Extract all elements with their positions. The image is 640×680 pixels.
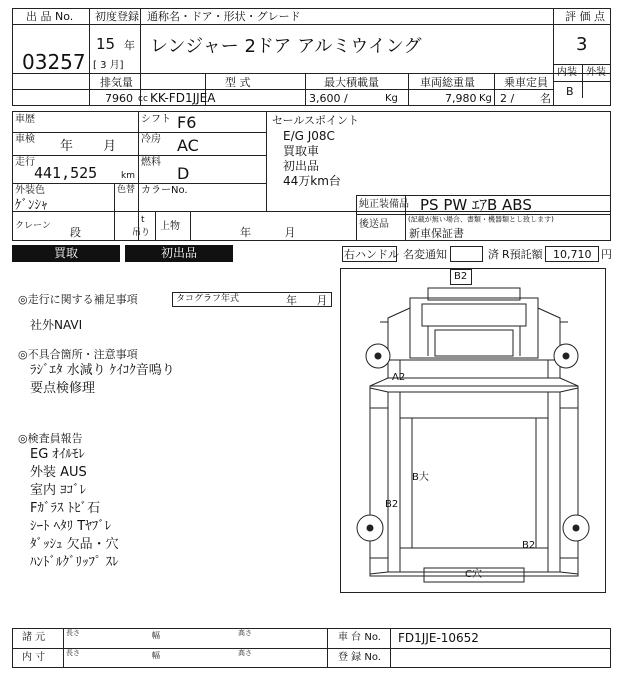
damage-a2: A2 — [392, 372, 406, 383]
crane-ton: t — [141, 215, 145, 225]
recycle-label: R預託額 — [502, 248, 543, 261]
sales-point-2: 買取車 — [283, 144, 320, 158]
docs-value: 新車保証書 — [409, 227, 464, 240]
model-type: KK-FD1JJEA — [150, 91, 216, 105]
history-label: 車歴 — [15, 114, 35, 125]
model-name-label: 通称名・ドア・形状・グレード — [147, 10, 301, 23]
equipment-label: 純正装備品 — [359, 199, 409, 210]
mileage: 441,525 — [34, 164, 98, 182]
interior-width-label: 幅 — [152, 651, 160, 660]
recycle-amount: 10,710 — [553, 248, 592, 261]
dims-length-label: 長さ — [66, 629, 80, 637]
issues-heading: ◎不具合箇所・注意事項 — [18, 348, 138, 361]
tacho-label: タコグラフ年式 — [176, 294, 240, 304]
inspector-note-4: Fｶﾞﾗｽ ﾄﾋﾞ石 — [30, 501, 101, 516]
interior-score: B — [566, 85, 574, 98]
first-reg-label: 初度登録 — [95, 10, 139, 23]
shift-label: シフト — [141, 114, 171, 125]
gross-weight-label: 車両総重量 — [420, 76, 475, 89]
interior-dims-label: 内 寸 — [22, 652, 46, 663]
fuel-label: 燃料 — [141, 157, 161, 168]
crane-hang: 吊り — [132, 228, 151, 238]
dims-height-label: 高さ — [238, 629, 252, 637]
docs-note: (記載が無い場合、書類・機器類とし致します) — [408, 216, 554, 225]
lot-number: 03257 — [22, 50, 86, 74]
reg-year-unit: 年 — [124, 39, 135, 52]
sales-point-4: 44万km台 — [283, 174, 341, 188]
lot-label: 出 品 No. — [26, 10, 74, 23]
reg-year: 15 — [96, 35, 116, 53]
capacity: 2 / — [500, 92, 515, 105]
ac-value: AC — [177, 136, 199, 155]
chassis-number: FD1JJE-10652 — [398, 631, 479, 645]
color-no-label: カラーNo. — [141, 185, 188, 196]
recycle-status: 済 — [488, 248, 499, 261]
color-value: ｹﾞﾝｼｬ — [15, 198, 48, 213]
lift-label: 上物 — [160, 221, 180, 232]
damage-c-hole: C穴 — [465, 569, 482, 580]
interior-length-label: 長さ — [66, 649, 80, 657]
fuel-value: D — [177, 164, 190, 183]
dims-label: 諸 元 — [22, 632, 46, 643]
sales-point-1: E/G J08C — [283, 129, 335, 143]
yen-label: 円 — [601, 248, 612, 261]
displacement-unit: cc — [138, 94, 148, 104]
mileage-unit: km — [121, 171, 135, 181]
damage-b2-top: B2 — [454, 271, 468, 282]
name-change-box — [450, 246, 483, 262]
inspector-note-5: ｼｰﾄ ﾍﾀﾘ Tﾔﾌﾞﾚ — [30, 519, 112, 534]
shaken-value: 年 月 — [60, 139, 117, 154]
rhd-label: 右ハンドル — [344, 248, 399, 261]
exterior-label: 外装 — [586, 67, 606, 78]
model-name: レンジャー 2ドア アルミウイング — [150, 36, 422, 57]
tacho-date: 年 月 — [286, 294, 328, 307]
max-load-label: 最大積載量 — [324, 76, 379, 89]
driving-notes-heading: ◎走行に関する補足事項 — [18, 293, 138, 306]
displacement-label: 排気量 — [100, 76, 133, 89]
gross-weight: 7,980 — [445, 92, 477, 105]
dims-width-label: 幅 — [152, 631, 160, 640]
shaken-label: 車検 — [15, 134, 35, 145]
max-load: 3,600 / — [309, 92, 348, 105]
damage-b-large: B大 — [412, 472, 429, 483]
interior-label: 内装 — [557, 67, 577, 78]
crane-step: 段 — [70, 226, 81, 239]
issue-2: 要点検修理 — [30, 381, 96, 396]
grade-label: 評 価 点 — [565, 10, 605, 23]
damage-b2-right: B2 — [522, 540, 536, 551]
first-listing-badge: 初出品 — [125, 245, 233, 262]
color-label: 外装色 — [15, 185, 45, 196]
equipment: PS PW ｴｱB ABS — [420, 196, 532, 214]
overall-grade: 3 — [576, 34, 588, 55]
interior-height-label: 高さ — [238, 649, 252, 657]
crane-label: クレーン — [15, 221, 51, 231]
sales-point-3: 初出品 — [283, 159, 320, 173]
purchase-badge: 買取 — [12, 245, 120, 262]
mileage-label: 走行 — [15, 157, 35, 168]
gross-weight-unit: Kg — [479, 93, 492, 104]
inspector-note-1: EG ｵｲﾙﾓﾚ — [30, 447, 85, 462]
max-load-unit: Kg — [385, 93, 398, 104]
capacity-label: 乗車定員 — [504, 76, 548, 89]
capacity-unit: 名 — [540, 92, 551, 105]
docs-label: 後送品 — [359, 219, 389, 230]
shift-value: F6 — [177, 113, 197, 132]
inspector-note-2: 外装 AUS — [30, 465, 87, 480]
chassis-label: 車 台 No. — [338, 632, 381, 643]
inspector-note-7: ﾊﾝﾄﾞﾙｸﾞﾘｯﾌﾟ ｽﾚ — [30, 555, 119, 570]
inspector-heading: ◎検査員報告 — [18, 432, 83, 445]
issue-1: ﾗｼﾞｴﾀ 水減り ｹｲｺｸ音鳴り — [30, 363, 175, 378]
displacement: 7960 — [105, 92, 133, 105]
inspector-note-3: 室内 ﾖｺﾞﾚ — [30, 483, 87, 498]
lift-date: 年 月 — [240, 226, 296, 239]
registration-label: 登 録 No. — [338, 652, 381, 663]
driving-note-1: 社外NAVI — [30, 318, 83, 332]
damage-b2-left: B2 — [385, 499, 399, 510]
truck-outline-diagram — [340, 268, 606, 593]
color-change-label: 色替 — [117, 185, 136, 195]
type-label: 型 式 — [225, 76, 251, 89]
ac-label: 冷房 — [141, 134, 161, 145]
inspector-note-6: ﾀﾞｯｼｭ 欠品・穴 — [30, 537, 119, 552]
reg-month: [ 3 月] — [93, 60, 124, 71]
name-change-label: 名変通知 — [403, 248, 447, 261]
sales-point-label: セールスポイント — [272, 114, 360, 127]
